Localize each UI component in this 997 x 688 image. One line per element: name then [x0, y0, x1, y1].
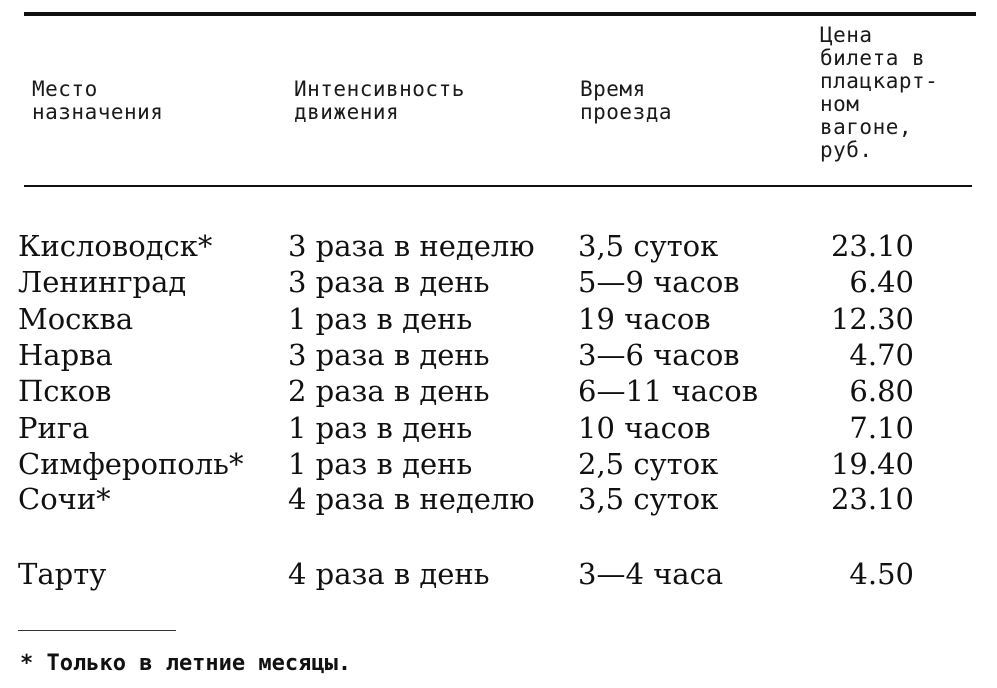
footnote-rule: [18, 630, 176, 631]
price-cell: 23.10: [830, 229, 914, 263]
table-row: [0, 373, 997, 409]
table-row: [0, 556, 997, 592]
destination-cell: Сочи*: [18, 482, 111, 516]
header-rule: [24, 185, 972, 187]
footnote: * Только в летние месяцы.: [20, 651, 352, 676]
header-travel-time: Время проезда: [580, 77, 673, 124]
travel-time-cell: 3—4 часа: [578, 557, 724, 591]
destination-cell: Псков: [18, 374, 112, 408]
frequency-cell: 1 раз в день: [288, 447, 473, 481]
frequency-cell: 4 раза в неделю: [288, 482, 535, 516]
price-cell: 7.10: [849, 411, 914, 445]
price-cell: 23.10: [830, 482, 914, 516]
frequency-cell: 4 раза в день: [288, 557, 490, 591]
travel-time-cell: 5—9 часов: [578, 265, 740, 299]
header-price: Цена билета в плацкарт- ном вагоне, руб.: [820, 23, 939, 162]
frequency-cell: 1 раз в день: [288, 302, 473, 336]
price-cell: 6.80: [849, 374, 914, 408]
destination-cell: Ленинград: [18, 265, 187, 299]
table-row: [0, 264, 997, 300]
frequency-cell: 3 раза в день: [288, 338, 490, 372]
travel-time-cell: 10 часов: [578, 411, 711, 445]
price-cell: 6.40: [849, 265, 914, 299]
table-row: [0, 301, 997, 337]
travel-time-cell: 3,5 суток: [578, 482, 719, 516]
price-cell: 19.40: [830, 447, 914, 481]
travel-time-cell: 6—11 часов: [578, 374, 759, 408]
table-row: [0, 228, 997, 264]
header-frequency: Интенсивность движения: [294, 77, 465, 124]
travel-time-cell: 19 часов: [578, 302, 711, 336]
frequency-cell: 2 раза в день: [288, 374, 490, 408]
table-row: [0, 337, 997, 373]
table-row: [0, 446, 997, 482]
price-cell: 12.30: [830, 302, 914, 336]
top-rule: [24, 12, 976, 16]
table-row: [0, 481, 997, 517]
frequency-cell: 1 раз в день: [288, 411, 473, 445]
destination-cell: Москва: [18, 302, 134, 336]
header-destination: Место назначения: [32, 77, 164, 124]
table-row: [0, 410, 997, 446]
destination-cell: Рига: [18, 411, 90, 445]
destination-cell: Кисловодск*: [18, 229, 213, 263]
destination-cell: Нарва: [18, 338, 113, 372]
price-cell: 4.70: [849, 338, 914, 372]
travel-time-cell: 3,5 суток: [578, 229, 719, 263]
destination-cell: Симферополь*: [18, 447, 244, 481]
price-cell: 4.50: [849, 557, 914, 591]
travel-time-cell: 3—6 часов: [578, 338, 740, 372]
destination-cell: Тарту: [18, 557, 107, 591]
frequency-cell: 3 раза в день: [288, 265, 490, 299]
travel-time-cell: 2,5 суток: [578, 447, 719, 481]
frequency-cell: 3 раза в неделю: [288, 229, 535, 263]
